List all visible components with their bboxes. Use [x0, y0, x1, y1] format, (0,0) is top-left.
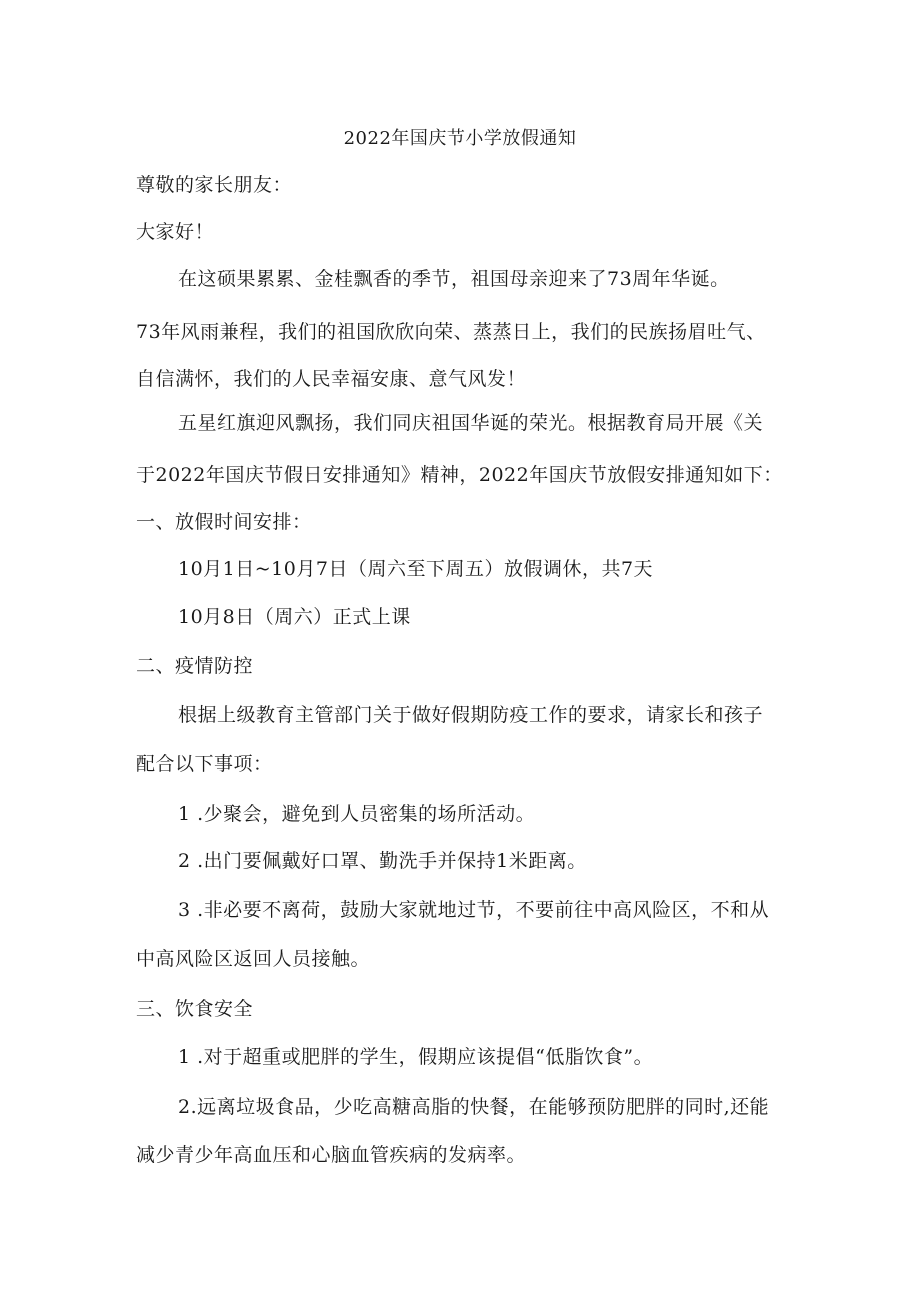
section-2-para-line-2: 配合以下事项： [136, 753, 273, 775]
intro-line-1: 在这硕果累累、金桂飘香的季节，祖国母亲迎来了73周年华诞。 [178, 268, 730, 290]
section-2-item-3-line-2: 中高风险区返回人员接触。 [136, 948, 371, 970]
section-3-item-2-line-1: 2.远离垃圾食品，少吃高糖高脂的快餐，在能够预防肥胖的同时,还能 [178, 1096, 770, 1118]
section-2-heading: 二、疫情防控 [136, 655, 254, 677]
section-3-item-2-line-2: 减少青少年高血压和心脑血管疾病的发病率。 [136, 1144, 527, 1166]
section-3-heading: 三、饮食安全 [136, 998, 254, 1020]
salutation: 尊敬的家长朋友： [136, 174, 293, 196]
page-title: 2022年国庆节小学放假通知 [343, 128, 577, 149]
section-2-item-1: 1 .少聚会，避免到人员密集的场所活动。 [178, 803, 536, 825]
section-2-para-line-1: 根据上级教育主管部门关于做好假期防疫工作的要求，请家长和孩子 [178, 704, 764, 726]
intro-line-3: 自信满怀，我们的人民幸福安康、意气风发！ [136, 368, 527, 390]
notice-line-2: 于2022年国庆节假日安排通知》精神，2022年国庆节放假安排通知如下： [136, 464, 783, 486]
section-2-item-3-line-1: 3 .非必要不离荷，鼓励大家就地过节，不要前往中高风险区，不和从 [178, 899, 770, 921]
greeting: 大家好！ [136, 221, 215, 243]
section-1-item-1: 10月1日~10月7日（周六至下周五）放假调休，共7天 [178, 558, 654, 580]
section-1-item-2: 10月8日（周六）正式上课 [178, 606, 411, 628]
section-1-heading: 一、放假时间安排： [136, 511, 312, 533]
intro-line-2: 73年风雨兼程，我们的祖国欣欣向荣、蒸蒸日上，我们的民族扬眉吐气、 [136, 321, 766, 343]
section-2-item-2: 2 .出门要佩戴好口罩、勤洗手并保持1米距离。 [178, 850, 587, 872]
notice-line-1: 五星红旗迎风飘扬，我们同庆祖国华诞的荣光。根据教育局开展《关 [178, 412, 764, 434]
section-3-item-1: 1 .对于超重或肥胖的学生，假期应该提倡“低脂饮食”。 [178, 1046, 654, 1068]
